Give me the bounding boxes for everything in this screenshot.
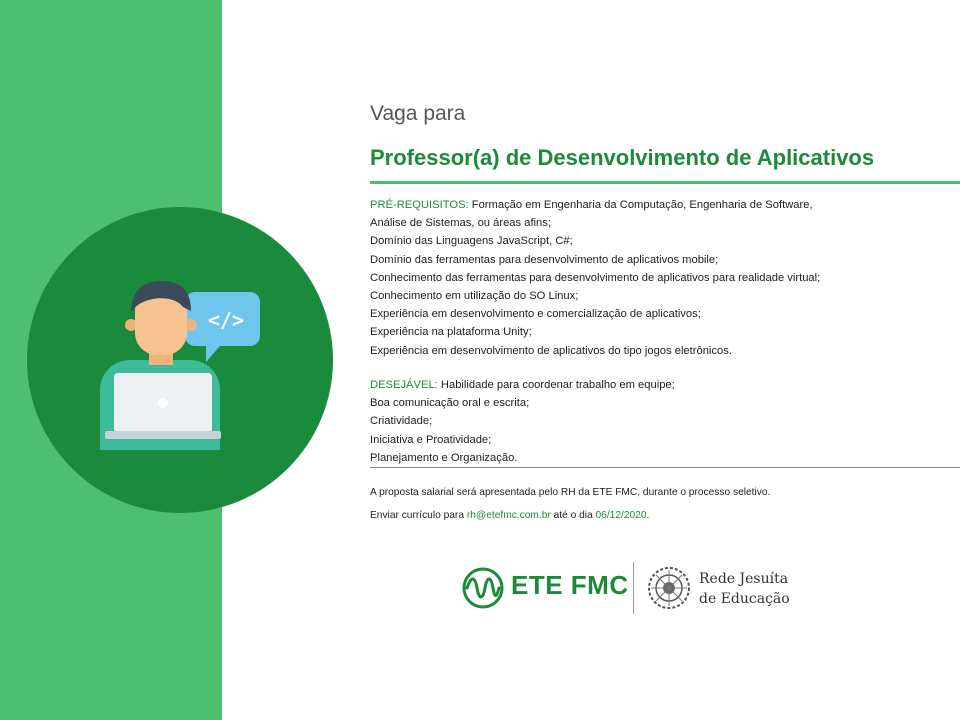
list-item: Boa comunicação oral e escrita; bbox=[370, 397, 530, 410]
rede-jesuita-logo-text: Rede Jesuíta de Educação bbox=[699, 571, 790, 607]
list-item: Domínio das ferramentas para desenvolvimento de aplicativos mobile; bbox=[370, 253, 719, 266]
list-item: Iniciativa e Proatividade; bbox=[370, 433, 492, 446]
logo-divider bbox=[633, 562, 634, 614]
list-item: Criatividade; bbox=[370, 415, 433, 428]
ete-fmc-logo-text: ETE FMC bbox=[511, 570, 629, 600]
salary-note: A proposta salarial será apresentada pelo RH da ETE FMC, durante o processo seletivo. bbox=[370, 487, 771, 498]
desirable-label: DESEJÁVEL: bbox=[370, 379, 438, 391]
page-title: Professor(a) de Desenvolvimento de Aplicativos bbox=[370, 145, 875, 170]
deadline-date: 06/12/2020 bbox=[595, 510, 647, 521]
list-item: Análise de Sistemas, ou áreas afins; bbox=[370, 217, 551, 230]
list-item: Experiência em desenvolvimento de aplicativos do tipo jogos eletrônicos. bbox=[370, 344, 732, 357]
jesuit-seal-icon bbox=[646, 564, 692, 612]
list-item: Domínio das Linguagens JavaScript, C#; bbox=[370, 235, 573, 248]
application-instructions: Enviar currículo para rh@etefmc.com.br até o dia 06/12/2020. bbox=[370, 510, 650, 521]
list-item: Experiência em desenvolvimento e comercialização de aplicativos; bbox=[370, 308, 701, 321]
section-divider bbox=[370, 467, 960, 468]
code-icon: </> bbox=[207, 308, 245, 332]
prerequisites-first-line: PRÉ-REQUISITOS: Formação em Engenharia da Computação, Engenharia de Software, bbox=[370, 199, 813, 211]
prerequisites-label: PRÉ-REQUISITOS: bbox=[370, 199, 469, 211]
laptop-base bbox=[105, 431, 221, 439]
desirable-section bbox=[370, 376, 675, 467]
desirable-first-line: DESEJÁVEL: Habilidade para coordenar trabalho em equipe; bbox=[370, 379, 675, 391]
list-item: Conhecimento em utilização do SO Linux; bbox=[370, 290, 579, 303]
contact-email[interactable]: rh@etefmc.com.br bbox=[466, 510, 551, 521]
laptop-logo bbox=[158, 398, 168, 408]
developer-illustration bbox=[95, 275, 270, 450]
list-item: Experiência na plataforma Unity; bbox=[370, 326, 532, 339]
ete-fmc-logo-icon bbox=[461, 566, 505, 610]
list-item: Planejamento e Organização. bbox=[370, 451, 518, 464]
page-subtitle: Vaga para bbox=[370, 102, 466, 125]
title-underline bbox=[370, 181, 960, 184]
list-item: Conhecimento das ferramentas para desenvolvimento de aplicativos para realidade virtual; bbox=[370, 271, 821, 284]
footer-logos bbox=[461, 560, 791, 618]
prerequisites-section bbox=[370, 196, 820, 360]
